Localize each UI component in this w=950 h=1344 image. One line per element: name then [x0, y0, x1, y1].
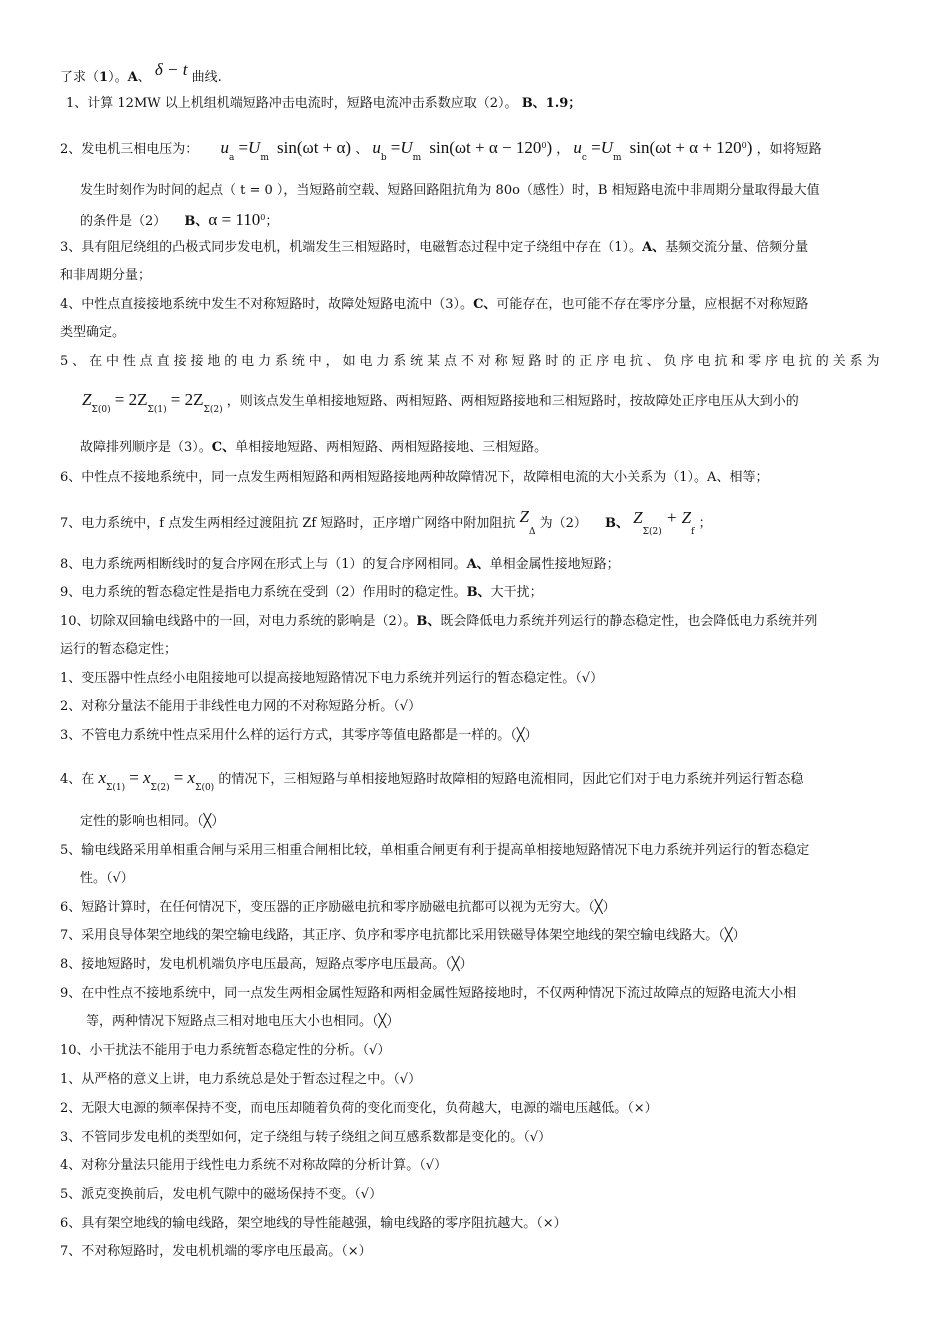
item-text: 类型确定。	[60, 325, 126, 340]
item-number: 2、	[60, 699, 82, 714]
item-number: 1、	[60, 671, 82, 686]
formula: U	[248, 138, 261, 157]
item-number: 4、	[60, 1158, 82, 1173]
question-2-cont2	[80, 210, 278, 230]
text: ，	[556, 142, 570, 157]
formula: U	[600, 138, 613, 157]
formula-sub: b	[380, 153, 387, 163]
question-1	[66, 96, 581, 112]
item-text: 电力系统中，f 点发生两相经过渡阻抗 Zf 短路时，正序增广网络中附加阻抗	[81, 516, 516, 531]
item-text: 的情况下，三相短路与单相接地短路时故障相的短路电流相同，因此它们对于电力系统并列运行暂态稳	[218, 772, 804, 787]
tf1-item-10	[60, 1043, 390, 1059]
formula-sub: Σ(0)	[91, 405, 111, 415]
answer: C、	[473, 297, 497, 312]
item-text: 无限大电源的频率保持不变，而电压却随着负荷的变化而变化，负荷越大，电源的端电压越低。（×）	[81, 1101, 658, 1116]
item-text: 电力系统两相断线时的复合序网在形式上与（1）的复合序网相同。	[81, 557, 467, 572]
item-text: 具有阻尼绕组的凸极式同步发电机，机端发生三相短路时，电磁暂态过程中定子绕组中存在（1）。	[81, 240, 643, 255]
formula: )	[746, 138, 753, 157]
item-number: 7、	[60, 1244, 82, 1259]
formula-sub: Σ(2)	[150, 783, 170, 793]
formula-sub: m	[412, 153, 422, 163]
formula-sup: 0	[741, 141, 747, 150]
item-number: 8、	[60, 957, 82, 972]
formula: x	[142, 768, 151, 787]
formula-sub: Σ(0)	[195, 783, 215, 793]
item-text: 和非周期分量；	[60, 268, 152, 283]
item-text: 具有架空地线的输电线路，架空地线的导性能越强，输电线路的零序阻抗越大。（×）	[81, 1216, 567, 1231]
tf1-item-2	[60, 699, 421, 715]
question-7: 7、电力系统中，f 点发生两相经过渡阻抗 Zf 短路时，正序增广网络中附加阻抗 $Z_\Delta$ 为（2） B、 $Z_{\Sigma(2)} + Z_f$ ；	[60, 507, 712, 537]
answer: C、	[211, 440, 236, 455]
tf2-item-6	[60, 1216, 567, 1232]
item-text: 接地短路时，发电机机端负序电压最高，短路点零序电压最高。（╳）	[81, 957, 473, 972]
text: ；	[265, 214, 279, 229]
tf1-item-9	[60, 986, 796, 1002]
item-text: 在中性点不接地系统中，同一点发生两相金属性短路和两相金属性短路接地时，不仅两种情况下流过故障点的短路电流大小相	[81, 986, 797, 1001]
tf1-item-5-cont	[80, 871, 134, 887]
item-number: 2、	[60, 1101, 82, 1116]
item-text: 小干扰法不能用于电力系统暂态稳定性的分析。（√）	[89, 1043, 391, 1058]
item-text: 单相金属性接地短路；	[489, 557, 620, 572]
item-text: 大干扰；	[490, 585, 543, 600]
item-number: 7、	[60, 928, 82, 943]
tf1-item-7	[60, 928, 746, 944]
tf1-item-3	[60, 728, 538, 744]
item-number: 3、	[60, 240, 82, 255]
item-number: 6、	[60, 470, 82, 485]
formula-sup: 0	[541, 141, 547, 150]
item-number: 1、	[60, 1072, 82, 1087]
formula-sub: Δ	[528, 527, 536, 537]
formula-sub: Σ(2)	[203, 405, 223, 415]
tf2-item-7	[60, 1244, 372, 1260]
formula-sub: f	[691, 527, 695, 537]
question-4-cont	[60, 325, 125, 341]
answer-letter: A	[127, 70, 138, 85]
item-text: 发电机三相电压为：	[81, 142, 199, 157]
item-number: 10、	[60, 614, 90, 629]
item-number: 1、	[66, 96, 88, 111]
question-4	[60, 297, 808, 313]
text: 1	[99, 70, 109, 85]
tf1-item-8	[60, 957, 473, 973]
formula: =	[173, 768, 184, 787]
item-text: 中性点不接地系统中，同一点发生两相短路和两相短路接地两种故障情况下，故障相电流的大小关系为（1）。A、相等；	[81, 470, 769, 485]
item-number: 4、	[60, 297, 82, 312]
tf1-item-4	[60, 768, 804, 793]
item-number: 7、	[60, 516, 82, 531]
item-text: 单相接地短路、两相短路、两相短路接地、三相短路。	[235, 440, 548, 455]
formula-sub: Σ(2)	[642, 527, 662, 537]
item-number: 10、	[60, 1043, 90, 1058]
item-text: 可能存在，也可能不存在零序分量，应根据不对称短路	[496, 297, 809, 312]
tf2-item-2	[60, 1101, 658, 1117]
question-5-cont	[80, 440, 547, 456]
item-number: 9、	[60, 986, 82, 1001]
formula-sub: Σ(1)	[105, 783, 126, 793]
item-text: 既会降低电力系统并列运行的静态稳定性，也会降低电力系统并列	[440, 614, 818, 629]
tf2-item-3	[60, 1130, 551, 1146]
tf1-item-4-cont	[80, 814, 224, 830]
answer: B、	[416, 614, 441, 629]
item-number: 5、	[60, 843, 82, 858]
text: 、	[137, 70, 151, 85]
formula: = 2Z	[114, 390, 148, 409]
text: 曲线.	[191, 70, 222, 85]
question-9	[60, 585, 543, 601]
formula: x	[187, 768, 196, 787]
formula: = 2Z	[170, 390, 204, 409]
item-text: 输电线路采用单相重合闸与采用三相重合闸相比较，单相重合闸更有利于提高单相接地短路情况下电力系统并列运行的暂态稳定	[81, 843, 810, 858]
item-text: 中性点直接接地系统中发生不对称短路时，故障处短路电流中（3）。	[81, 297, 474, 312]
question-10-cont	[60, 642, 177, 658]
formula-sub: a	[228, 153, 235, 163]
item-number: 8、	[60, 557, 82, 572]
item-number: 2、	[60, 142, 82, 157]
item-number: 5、	[60, 1187, 82, 1202]
question-5-formula	[82, 390, 799, 415]
item-text: 对称分量法不能用于非线性电力网的不对称短路分析。（√）	[81, 699, 422, 714]
item-number: 6、	[60, 900, 82, 915]
item-number: 3、	[60, 728, 82, 743]
formula: x	[98, 768, 106, 787]
formula: u	[372, 138, 381, 157]
formula: Z	[633, 508, 643, 527]
item-text: ，则该点发生单相接地短路、两相短路、两相短路接地和三相短路时，按故障处正序电压从大到小的	[226, 394, 799, 409]
item-text: 发生时刻作为时间的起点（ t = 0 ），当短路前空载、短路回路阻抗角为 80o（感性）时，B 相短路电流中非周期分量取得最大值	[80, 183, 820, 198]
item-text: 采用良导体架空地线的架空输电线路，其正序、负序和零序电抗都比采用铁磁导体架空地线的架空输电线路大。（╳）	[81, 928, 746, 943]
formula-sup: 0	[260, 213, 266, 222]
question-8	[60, 557, 620, 573]
question-3	[60, 240, 808, 256]
formula: u	[220, 138, 229, 157]
formula-sub: Σ(1)	[147, 405, 167, 415]
item-text: 不对称短路时，发电机机端的零序电压最高。（×）	[81, 1244, 372, 1259]
item-text: 性。（√）	[80, 871, 134, 886]
answer: A、	[642, 240, 666, 255]
tf2-item-1	[60, 1072, 421, 1088]
formula: )	[546, 138, 553, 157]
tf2-item-5	[60, 1187, 382, 1203]
item-text: 变压器中性点经小电阻接地可以提高接地短路情况下电力系统并列运行的暂态稳定性。（√）	[81, 671, 604, 686]
tf2-item-4	[60, 1158, 447, 1174]
item-text: 故障排列顺序是（3）。	[80, 440, 212, 455]
item-text: 电力系统的暂态稳定性是指电力系统在受到（2）作用时的稳定性。	[81, 585, 467, 600]
item-text: 不管电力系统中性点采用什么样的运行方式，其零序等值电路都是一样的。（╳）	[81, 728, 538, 743]
item-text: 运行的暂态稳定性；	[60, 642, 178, 657]
item-number: 5、	[60, 354, 90, 369]
formula-sub: c	[581, 153, 587, 163]
text: ）。	[108, 70, 128, 85]
formula: sin(ωt + α)	[277, 138, 352, 157]
tf1-item-1	[60, 671, 603, 687]
text: 了求（	[60, 70, 100, 85]
formula: =	[129, 768, 139, 787]
text: 、	[355, 142, 369, 157]
item-text: 切除双回输电线路中的一回，对电力系统的影响是（2）。	[89, 614, 417, 629]
item-text: 不管同步发电机的类型如何，定子绕组与转子绕组之间互感系数都是变化的。（√）	[81, 1130, 552, 1145]
answer: A、	[466, 557, 490, 572]
item-text: 在中性点直接接地的电力系统中，如电力系统某点不对称短路时的正序电抗、负序电抗和零序电抗的关系为	[89, 354, 884, 369]
formula: δ − t	[154, 60, 188, 79]
question-2: 2、发电机三相电压为： $u_a =U_m$ sin(ωt + α) 、 $u_b =U_m$ $\sin(\omega t + \alpha - 120^0)$ ， $u_c =U_m$ $\sin(\omega t + \alpha + 120^0)$ ，如将短路	[60, 138, 822, 163]
answer: B、1.9；	[521, 96, 582, 111]
formula: Z	[519, 507, 529, 526]
item-text: 定性的影响也相同。（╳）	[80, 814, 225, 829]
item-text: 在	[81, 772, 95, 787]
formula: U	[400, 138, 413, 157]
formula: α = 110	[208, 210, 261, 229]
formula-sub: m	[612, 153, 622, 163]
item-text: 对称分量法只能用于线性电力系统不对称故障的分析计算。（√）	[81, 1158, 448, 1173]
item-text: 从严格的意义上讲，电力系统总是处于暂态过程之中。（√）	[81, 1072, 422, 1087]
formula: + Z	[665, 508, 692, 527]
question-6	[60, 470, 768, 486]
formula: Z	[82, 390, 92, 409]
question-5	[60, 354, 883, 370]
item-number: 3、	[60, 1130, 82, 1145]
answer: B、	[605, 516, 630, 531]
formula: sin(ωt + α − 120	[429, 138, 542, 157]
tf1-item-6	[60, 900, 616, 916]
item-text: 基频交流分量、倍频分量	[665, 240, 809, 255]
intro-line	[60, 60, 222, 86]
item-text: 的条件是（2）	[80, 214, 167, 229]
formula-sub: m	[260, 153, 269, 163]
tf1-item-9-cont	[86, 1014, 399, 1030]
item-text: 等，两种情况下短路点三相对地电压大小也相同。（╳）	[86, 1014, 400, 1029]
item-number: 9、	[60, 585, 82, 600]
formula: u	[573, 138, 582, 157]
tf1-item-5	[60, 843, 809, 859]
formula: sin(ωt + α + 120	[629, 138, 742, 157]
item-number: 4、	[60, 772, 82, 787]
item-text: 短路计算时，在任何情况下，变压器的正序励磁电抗和零序励磁电抗都可以视为无穷大。（╳）	[81, 900, 616, 915]
item-text: 为（2）	[539, 516, 587, 531]
item-number: 6、	[60, 1216, 82, 1231]
item-text: 计算 12MW 以上机组机端短路冲击电流时，短路电流冲击系数应取（2）。	[87, 96, 518, 111]
answer: B、	[184, 214, 209, 229]
text: ，如将短路	[756, 142, 822, 157]
item-text: 派克变换前后，发电机气隙中的磁场保持不变。（√）	[81, 1187, 383, 1202]
answer: B、	[466, 585, 491, 600]
question-3-cont	[60, 268, 151, 284]
question-2-cont	[80, 183, 820, 199]
question-10	[60, 614, 817, 630]
